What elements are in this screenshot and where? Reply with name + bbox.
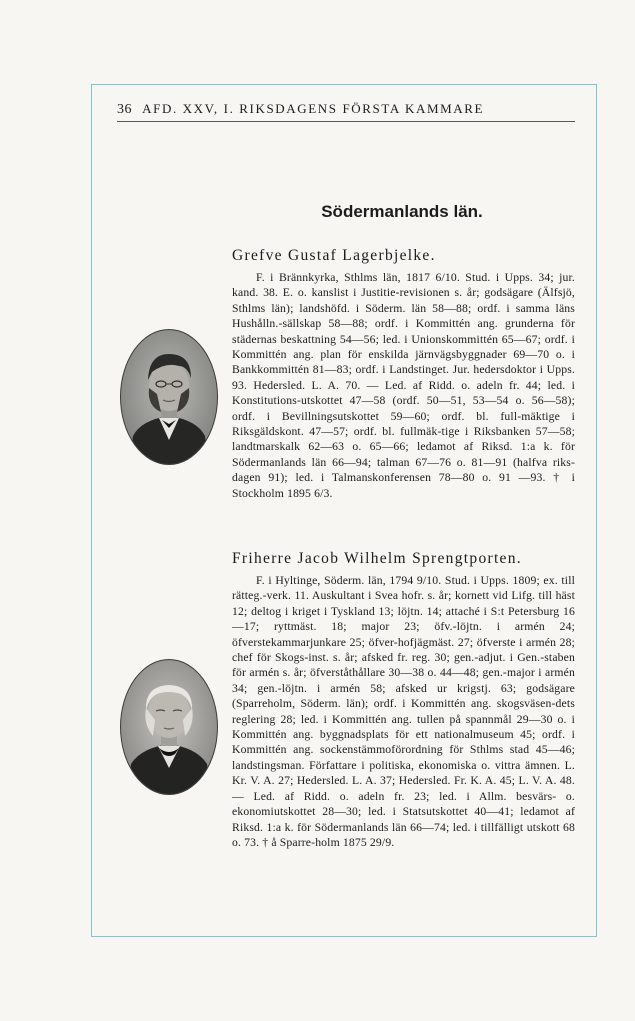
section-title: Södermanlands län. (321, 202, 483, 221)
biography-entry (232, 246, 575, 501)
portrait-photo (119, 328, 219, 466)
entry-name: Grefve Gustaf Lagerbjelke. (232, 247, 436, 264)
running-head-title: AFD. XXV, I. RIKSDAGENS FÖRSTA KAMMARE (142, 101, 485, 116)
portrait-photo (119, 658, 219, 796)
entry-biography: F. i Brännkyrka, Sthlms län, 1817 6/10. Stud. i Upps. 34; jur. kand. 38. E. o. kanslist i Justitie-revisionen s. år; godsägare (Älfsjö, Sthlms län); landshöfd. i Söderm. län 58—88; ordf. i samma läns Hushålln.-sällskap 58—88; ordf. i Kommittén ang. grunderna för städernas beskattning 54—56; led. i Unionskommittén 65—67; ordf. i Kommittén ang. plan för enskilda järnvägsbyggnader 69—70 o. i Bankkommittén 81—83; ordf. i Landstinget. Jur. hedersdoktor i Upps. 93. Hedersled. L. A. 70. — Led. af Ridd. o. adeln fr. 44; led. i Konstitutions-utskottet 47—58 (ordf. 50—51, 53—54 o. 56—58); ordf. i Bevillningsutskottet 59—60; ordf. bl. full-mäktige i Riksgäldskont. 47—57; ordf. bl. fullmäk-tige i Riksbanken 57—58; landtmarskalk 62—63 o. 65—66; ledamot af Riksd. 1:a k. för Södermanlands län 66—94; talman 67—76 o. 81—91 (halfva riks-dagen 91); led. i Talmanskonferensen 78—80 o. 91 —93. † i Stockholm 1895 6/3. (232, 271, 575, 500)
entry-name: Friherre Jacob Wilhelm Sprengtporten. (232, 550, 522, 567)
running-head (117, 101, 575, 122)
entry-biography: F. i Hyltinge, Söderm. län, 1794 9/10. Stud. i Upps. 1809; ex. till rätteg.-verk. 11. Auskultant i Svea hofr. s. år; kornett vid Lifg. till häst 12; deltog i kriget i Tyskland 13; löjtn. 14; attaché i S:t Petersburg 16—17; ryttmäst. 18; major 23; öfv.-löjtn. i armén 24; öfverstekammarjunkare 25; öfver-hofjägmäst. 27; öfverste i armén 28; chef för Skogs-inst. s. år; afsked fr. reg. 30; gen.-adjut. i Gen.-staben för armén s. år; öfverståthållare 30—38 o. 44—48; gen.-major i armén 34; gen.-löjtn. i armén 58; afsked ur krigstj. 63; godsägare (Sparreholm, Söderm. län); ordf. i Kommittén ang. skogsväsen-dets reglering 28; led. i Kommittén ang. tullen på spannmål 29—30 o. i Kommittén ang. byggnadsplats för ett nationalmuseum 45; ordf. i Kommittén ang. sockenstämmoförordning för Sthlms stad 45—46; landstingsman. Författare i politiska, ekonomiska o. vittra ämnen. L. Kr. V. A. 27; Hedersled. L. A. 37; Hedersled. Fr. K. A. 45; L. V. A. 48. — Led. af Ridd. o. adeln fr. 23; led. i Allm. besvärs- o. ekonomiutskottet 28—30; led. i Statsutskottet 40—41; ledamot af Riksd. 1:a k. för Södermanlands län 66—74; led. i tillfälligt utskott 68 o. 73. † å Sparre-holm 1875 29/9. (232, 574, 575, 849)
biography-entry (232, 549, 575, 850)
page-number: 36 (117, 102, 132, 117)
